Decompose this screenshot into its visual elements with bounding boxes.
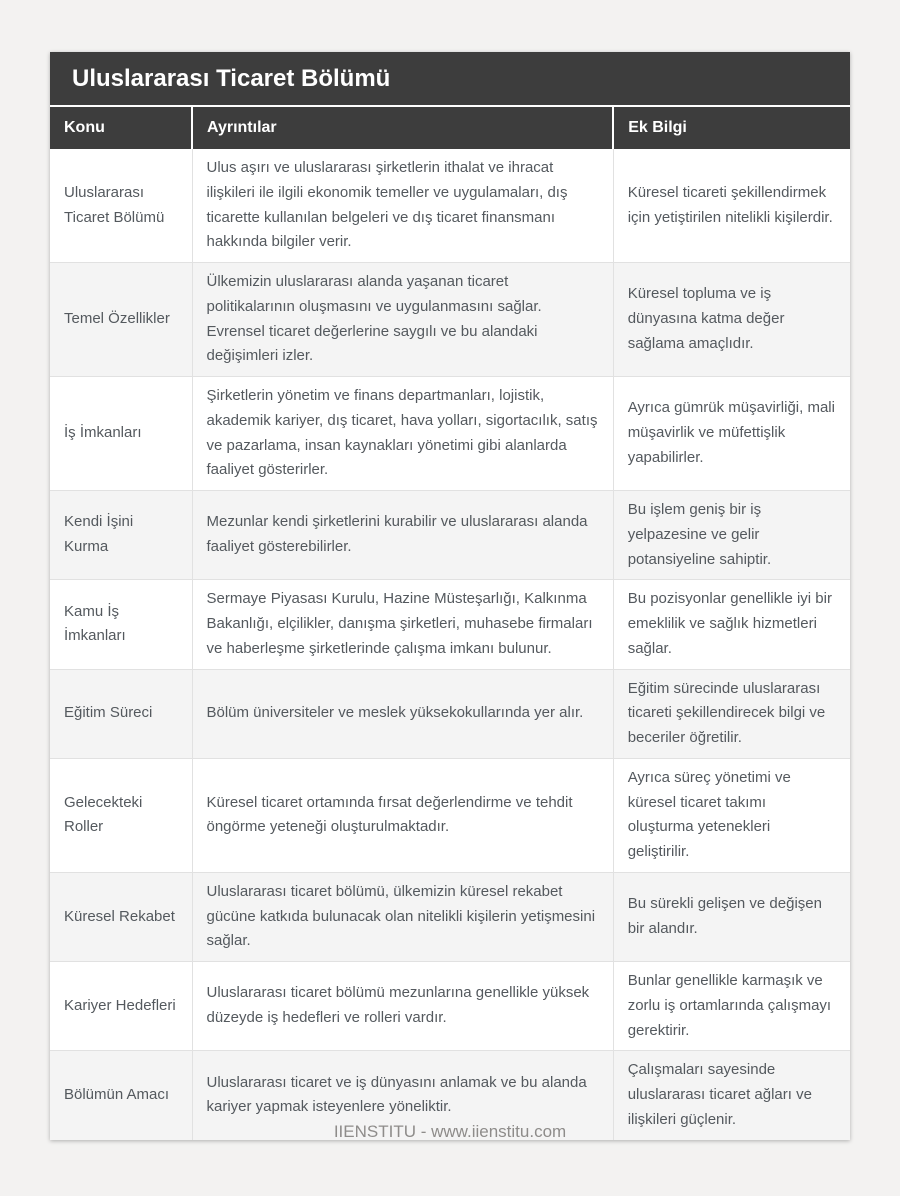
- cell-ek-bilgi: Ayrıca gümrük müşavirliği, mali müşavirlik ve müfettişlik yapabilirler.: [613, 377, 850, 491]
- cell-ayrintilar: Bölüm üniversiteler ve meslek yüksekokullarında yer alır.: [192, 669, 613, 758]
- column-header-ek-bilgi: Ek Bilgi: [613, 107, 850, 149]
- cell-ek-bilgi: Bu sürekli gelişen ve değişen bir alandır.: [613, 872, 850, 961]
- cell-ek-bilgi: Küresel ticareti şekillendirmek için yetiştirilen nitelikli kişilerdir.: [613, 149, 850, 263]
- table-header-row: [50, 107, 850, 149]
- cell-konu: İş İmkanları: [50, 377, 192, 491]
- column-header-konu: Konu: [50, 107, 192, 149]
- cell-ayrintilar: Uluslararası ticaret bölümü mezunlarına genellikle yüksek düzeyde iş hedefleri ve rolleri vardır.: [192, 962, 613, 1051]
- cell-ek-bilgi: Bu pozisyonlar genellikle iyi bir emeklilik ve sağlık hizmetleri sağlar.: [613, 580, 850, 669]
- cell-konu: Uluslararası Ticaret Bölümü: [50, 149, 192, 263]
- cell-ayrintilar: Mezunlar kendi şirketlerini kurabilir ve uluslararası alanda faaliyet gösterebilirler.: [192, 491, 613, 580]
- table-body: [50, 149, 850, 1140]
- table-row: [50, 491, 850, 580]
- table-header: [50, 107, 850, 149]
- table-row: [50, 149, 850, 263]
- cell-konu: Kariyer Hedefleri: [50, 962, 192, 1051]
- cell-ek-bilgi: Eğitim sürecinde uluslararası ticareti şekillendirecek bilgi ve beceriler öğretilir.: [613, 669, 850, 758]
- cell-ek-bilgi: Ayrıca süreç yönetimi ve küresel ticaret takımı oluşturma yetenekleri geliştirilir.: [613, 758, 850, 872]
- cell-ayrintilar: Uluslararası ticaret bölümü, ülkemizin küresel rekabet gücüne katkıda bulunacak olan nitelikli kişilerin yetişmesini sağlar.: [192, 872, 613, 961]
- cell-konu: Kamu İş İmkanları: [50, 580, 192, 669]
- table-row: [50, 872, 850, 961]
- table-row: [50, 377, 850, 491]
- cell-ayrintilar: Küresel ticaret ortamında fırsat değerlendirme ve tehdit öngörme yeteneği oluşturulmaktadır.: [192, 758, 613, 872]
- cell-ek-bilgi: Küresel topluma ve iş dünyasına katma değer sağlama amaçlıdır.: [613, 263, 850, 377]
- cell-ek-bilgi: Bu işlem geniş bir iş yelpazesine ve gelir potansiyeline sahiptir.: [613, 491, 850, 580]
- cell-konu: Küresel Rekabet: [50, 872, 192, 961]
- table-row: [50, 669, 850, 758]
- table-row: [50, 263, 850, 377]
- content-card: [50, 52, 850, 1140]
- footer-credit: IIENSTITU - www.iienstitu.com: [333, 1122, 567, 1141]
- table-row: [50, 962, 850, 1051]
- cell-konu: Kendi İşini Kurma: [50, 491, 192, 580]
- page-title: Uluslararası Ticaret Bölümü: [50, 52, 850, 107]
- cell-konu: Eğitim Süreci: [50, 669, 192, 758]
- cell-ek-bilgi: Çalışmaları sayesinde uluslararası ticaret ağları ve ilişkileri güçlenir.: [613, 1051, 850, 1140]
- table-row: [50, 580, 850, 669]
- table-row: [50, 758, 850, 872]
- cell-konu: Gelecekteki Roller: [50, 758, 192, 872]
- cell-konu: Temel Özellikler: [50, 263, 192, 377]
- cell-ayrintilar: Ülkemizin uluslararası alanda yaşanan ticaret politikalarının oluşmasını ve uygulanmasını sağlar. Evrensel ticaret değerlerine saygılı ve bu alandaki değişimleri izler.: [192, 263, 613, 377]
- cell-ayrintilar: Şirketlerin yönetim ve finans departmanları, lojistik, akademik kariyer, dış ticaret, hava yolları, sigortacılık, satış ve pazarlama, insan kaynakları yönetimi gibi alanlarda faaliyet gösterirler.: [192, 377, 613, 491]
- cell-ek-bilgi: Bunlar genellikle karmaşık ve zorlu iş ortamlarında çalışmayı gerektirir.: [613, 962, 850, 1051]
- info-table: [50, 107, 850, 1140]
- column-header-ayrintilar: Ayrıntılar: [192, 107, 613, 149]
- cell-konu: Bölümün Amacı: [50, 1051, 192, 1140]
- cell-ayrintilar: Ulus aşırı ve uluslararası şirketlerin ithalat ve ihracat ilişkileri ile ilgili ekonomik temeller ve uygulamaları, dış ticarette kullanılan belgeleri ve dış ticaret finansmanı hakkında bilgiler verir.: [192, 149, 613, 263]
- cell-ayrintilar: Uluslararası ticaret ve iş dünyasını anlamak ve bu alanda kariyer yapmak isteyenlere yöneliktir.: [192, 1051, 613, 1140]
- cell-ayrintilar: Sermaye Piyasası Kurulu, Hazine Müsteşarlığı, Kalkınma Bakanlığı, elçilikler, danışma şirketleri, muhasebe firmaları ve haberleşme şirketlerinde çalışma imkanı bulunur.: [192, 580, 613, 669]
